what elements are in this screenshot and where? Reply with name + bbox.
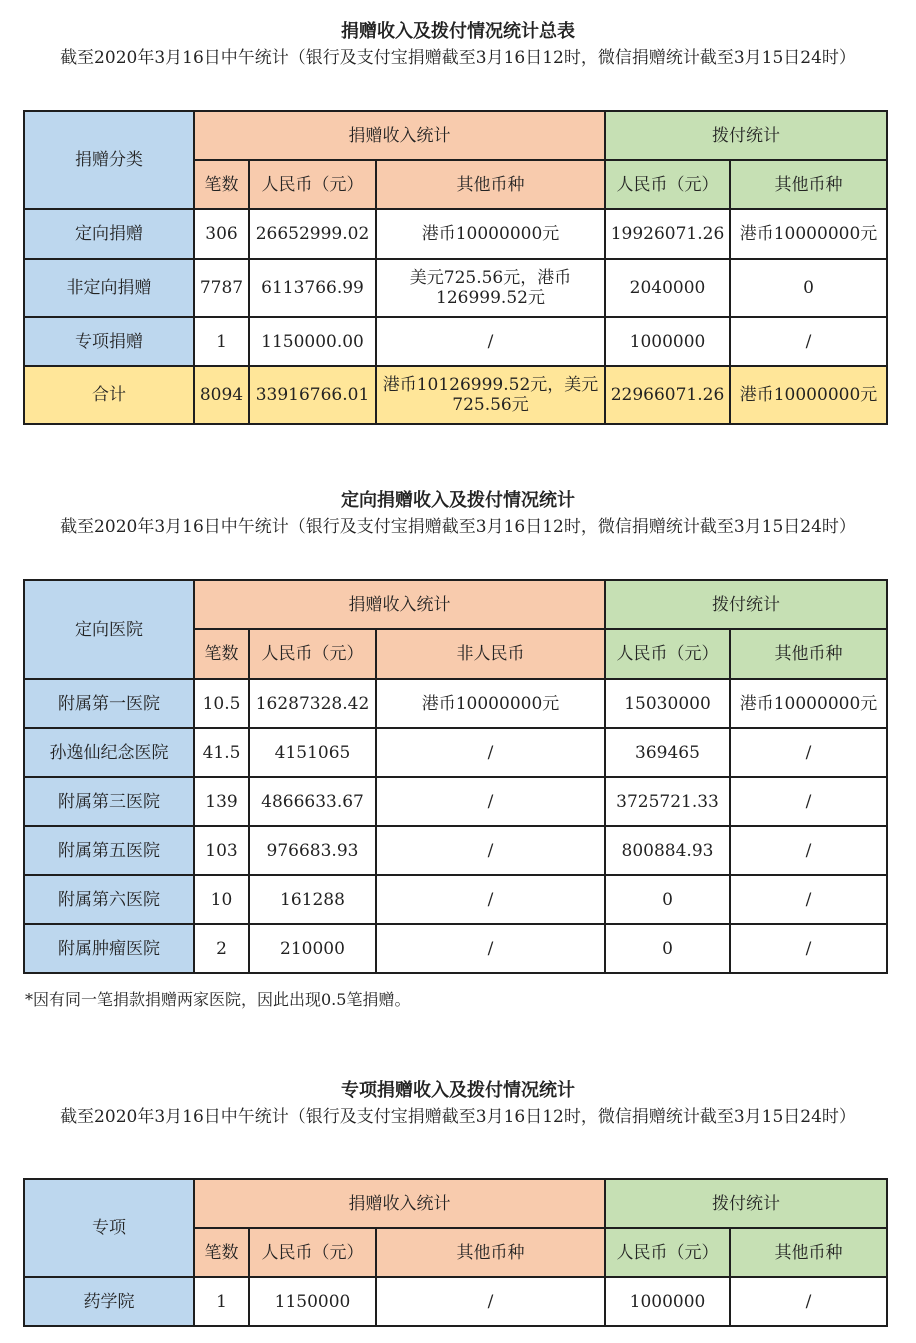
- row-label: 非定向捐赠: [24, 259, 194, 317]
- row-label: 附属肿瘤医院: [24, 924, 194, 973]
- table-cell: 10.5: [194, 679, 249, 728]
- table-cell: 19926071.26: [605, 209, 730, 259]
- table-cell: 港币10000000元: [376, 679, 605, 728]
- special-title: 专项捐赠收入及拨付情况统计: [341, 1080, 575, 1101]
- table-row: [24, 679, 887, 728]
- row-label: 合计: [24, 366, 194, 424]
- table-cell: 41.5: [194, 728, 249, 777]
- row-label: 附属第三医院: [24, 777, 194, 826]
- table-cell: 美元725.56元，港币126999.52元: [376, 259, 605, 317]
- column-header: 其他币种: [376, 1228, 605, 1277]
- table-cell: 6113766.99: [249, 259, 376, 317]
- disburse-header: 拨付统计: [605, 111, 887, 160]
- table-cell: 26652999.02: [249, 209, 376, 259]
- column-header: 人民币（元）: [605, 629, 730, 679]
- column-header: 笔数: [194, 1228, 249, 1277]
- table-cell: 0: [730, 259, 887, 317]
- row-label: 药学院: [24, 1277, 194, 1326]
- table-cell: /: [730, 317, 887, 366]
- table-cell: 4151065: [249, 728, 376, 777]
- table-cell: /: [730, 875, 887, 924]
- table-cell: /: [376, 1277, 605, 1326]
- table-row: [24, 826, 887, 875]
- summary-title: 捐赠收入及拨付情况统计总表: [341, 21, 575, 42]
- table-cell: 1: [194, 317, 249, 366]
- table-cell: /: [376, 317, 605, 366]
- table-cell: /: [376, 728, 605, 777]
- table-cell: 161288: [249, 875, 376, 924]
- table-row: [24, 259, 887, 317]
- table-cell: 港币10000000元: [376, 209, 605, 259]
- footnote: *因有同一笔捐款捐赠两家医院，因此出现0.5笔捐赠。: [25, 990, 411, 1009]
- table-cell: /: [730, 777, 887, 826]
- table-cell: 1150000: [249, 1277, 376, 1326]
- column-header: 其他币种: [730, 160, 887, 209]
- table-cell: /: [730, 1277, 887, 1326]
- table-cell: /: [376, 875, 605, 924]
- table-row: [24, 728, 887, 777]
- disburse-header: 拨付统计: [605, 1179, 887, 1228]
- row-label: 附属第一医院: [24, 679, 194, 728]
- table-cell: 103: [194, 826, 249, 875]
- table-cell: 800884.93: [605, 826, 730, 875]
- row-header-cell: 捐赠分类: [24, 111, 194, 209]
- column-header: 人民币（元）: [249, 629, 376, 679]
- table-cell: 3725721.33: [605, 777, 730, 826]
- summary-table: [23, 110, 888, 425]
- table-row: [24, 777, 887, 826]
- table-row: [24, 209, 887, 259]
- table-cell: 7787: [194, 259, 249, 317]
- column-header: 笔数: [194, 629, 249, 679]
- table-row: [24, 317, 887, 366]
- table-cell: 369465: [605, 728, 730, 777]
- table-cell: 0: [605, 924, 730, 973]
- table-row: [24, 1277, 887, 1326]
- table-cell: 港币10000000元: [730, 679, 887, 728]
- column-header: 人民币（元）: [605, 1228, 730, 1277]
- row-label: 附属第六医院: [24, 875, 194, 924]
- directed-table: [23, 579, 888, 974]
- table-cell: /: [376, 924, 605, 973]
- row-label: 孙逸仙纪念医院: [24, 728, 194, 777]
- income-header: 捐赠收入统计: [194, 1179, 605, 1228]
- table-cell: /: [376, 826, 605, 875]
- summary-subtitle: 截至2020年3月16日中午统计（银行及支付宝捐赠截至3月16日12时，微信捐赠统计截至3月15日24时）: [60, 48, 856, 68]
- row-label: 定向捐赠: [24, 209, 194, 259]
- table-row: [24, 875, 887, 924]
- table-cell: 2040000: [605, 259, 730, 317]
- column-header: 笔数: [194, 160, 249, 209]
- directed-subtitle: 截至2020年3月16日中午统计（银行及支付宝捐赠截至3月16日12时，微信捐赠统计截至3月15日24时）: [60, 517, 856, 537]
- table-cell: 1000000: [605, 317, 730, 366]
- table-cell: 1: [194, 1277, 249, 1326]
- row-header-cell: 定向医院: [24, 580, 194, 679]
- table-cell: 10: [194, 875, 249, 924]
- column-header: 其他币种: [730, 629, 887, 679]
- table-cell: 港币10000000元: [730, 209, 887, 259]
- column-header: 非人民币: [376, 629, 605, 679]
- table-cell: 139: [194, 777, 249, 826]
- table-cell: 1150000.00: [249, 317, 376, 366]
- income-header: 捐赠收入统计: [194, 580, 605, 629]
- table-cell: 2: [194, 924, 249, 973]
- special-subtitle: 截至2020年3月16日中午统计（银行及支付宝捐赠截至3月16日12时，微信捐赠统计截至3月15日24时）: [60, 1107, 856, 1127]
- table-cell: 210000: [249, 924, 376, 973]
- row-header-cell: 专项: [24, 1179, 194, 1277]
- column-header: 其他币种: [376, 160, 605, 209]
- table-cell: 306: [194, 209, 249, 259]
- column-header: 其他币种: [730, 1228, 887, 1277]
- column-header: 人民币（元）: [605, 160, 730, 209]
- row-label: 专项捐赠: [24, 317, 194, 366]
- table-cell: /: [376, 777, 605, 826]
- special-table: [23, 1178, 888, 1327]
- table-cell: 港币10000000元: [730, 366, 887, 424]
- table-cell: 22966071.26: [605, 366, 730, 424]
- table-row: [24, 924, 887, 973]
- disburse-header: 拨付统计: [605, 580, 887, 629]
- table-cell: 15030000: [605, 679, 730, 728]
- total-row: [24, 366, 887, 424]
- table-cell: /: [730, 924, 887, 973]
- table-cell: 0: [605, 875, 730, 924]
- table-cell: 1000000: [605, 1277, 730, 1326]
- income-header: 捐赠收入统计: [194, 111, 605, 160]
- table-cell: /: [730, 728, 887, 777]
- column-header: 人民币（元）: [249, 1228, 376, 1277]
- table-cell: 976683.93: [249, 826, 376, 875]
- row-label: 附属第五医院: [24, 826, 194, 875]
- column-header: 人民币（元）: [249, 160, 376, 209]
- table-cell: 8094: [194, 366, 249, 424]
- table-cell: /: [730, 826, 887, 875]
- table-cell: 4866633.67: [249, 777, 376, 826]
- table-cell: 港币10126999.52元，美元725.56元: [376, 366, 605, 424]
- directed-title: 定向捐赠收入及拨付情况统计: [341, 490, 575, 511]
- table-cell: 16287328.42: [249, 679, 376, 728]
- table-cell: 33916766.01: [249, 366, 376, 424]
